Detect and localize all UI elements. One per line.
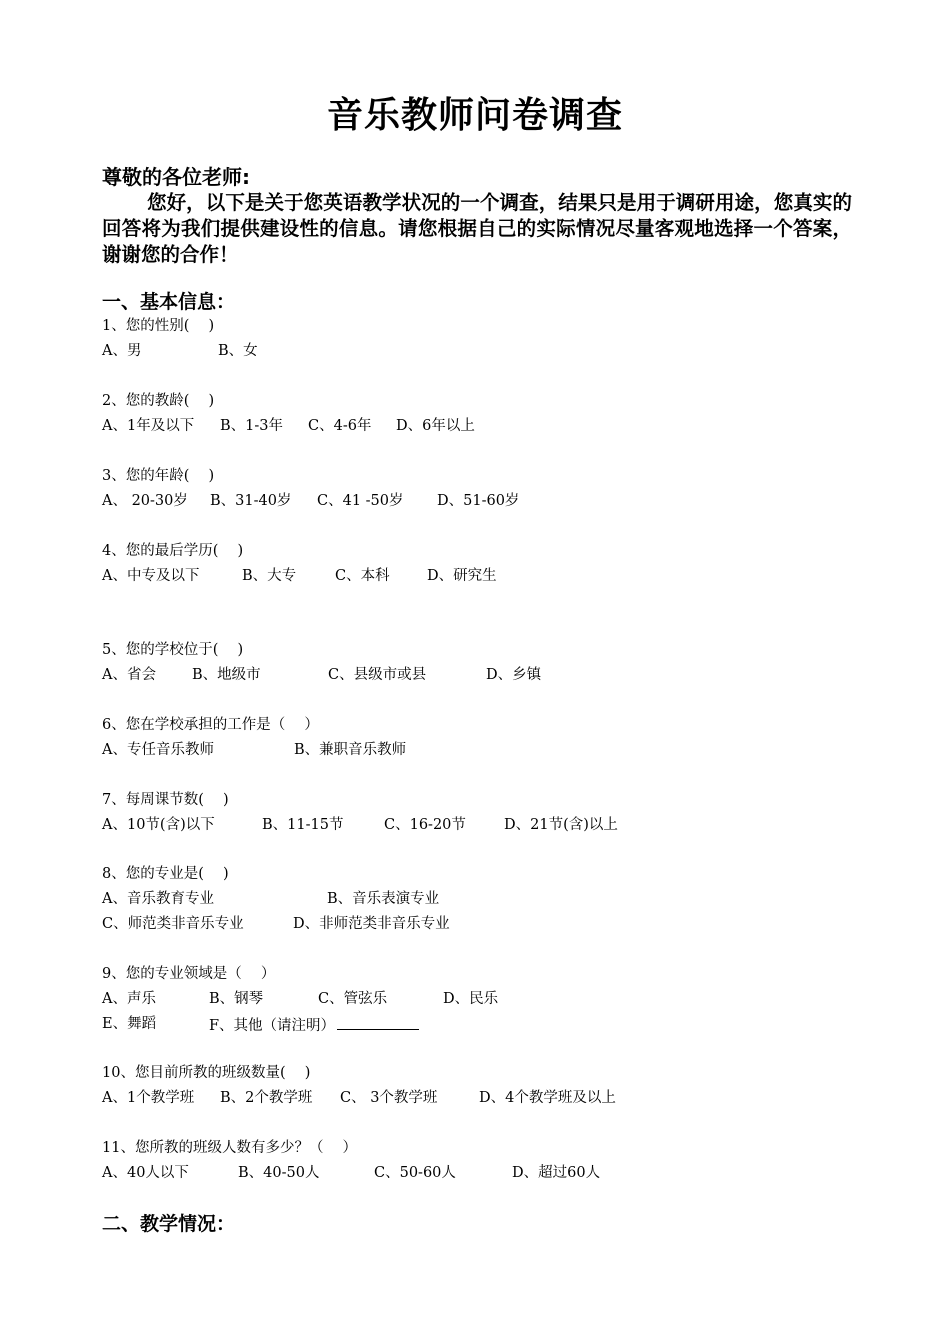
question-1: 1、您的性别( ) <box>102 318 215 334</box>
question-5: 5、您的学校位于( ) <box>102 642 244 658</box>
section-heading-teaching: 二、教学情况： <box>102 1213 236 1235</box>
option-11d[interactable]: D、超过60人 <box>512 1165 601 1181</box>
option-3a[interactable]: A、 20-30岁 <box>102 493 188 509</box>
option-9c[interactable]: C、管弦乐 <box>318 991 388 1007</box>
option-3c[interactable]: C、41 -50岁 <box>317 493 404 509</box>
option-8c[interactable]: C、师范类非音乐专业 <box>102 916 244 932</box>
option-11c[interactable]: C、50-60人 <box>374 1165 456 1181</box>
option-10c[interactable]: C、 3个教学班 <box>340 1090 438 1106</box>
question-6: 6、您在学校承担的工作是（ ） <box>102 717 319 733</box>
option-10b[interactable]: B、2个教学班 <box>220 1090 313 1106</box>
option-4a[interactable]: A、中专及以下 <box>102 568 200 584</box>
option-7a[interactable]: A、10节(含)以下 <box>102 817 215 833</box>
option-11b[interactable]: B、40-50人 <box>238 1165 320 1181</box>
question-7: 7、每周课节数( ) <box>102 792 229 808</box>
option-11a[interactable]: A、40人以下 <box>102 1165 189 1181</box>
option-9e[interactable]: E、舞蹈 <box>102 1016 157 1032</box>
option-4c[interactable]: C、本科 <box>335 568 390 584</box>
option-8b[interactable]: B、音乐表演专业 <box>327 891 440 907</box>
section-heading-basic-info: 一、基本信息： <box>102 291 236 313</box>
other-specify-blank[interactable] <box>337 1014 419 1030</box>
option-2a[interactable]: A、1年及以下 <box>102 418 195 434</box>
option-3b[interactable]: B、31-40岁 <box>210 493 292 509</box>
question-8: 8、您的专业是( ) <box>102 866 229 882</box>
option-7b[interactable]: B、11-15节 <box>262 817 344 833</box>
question-9: 9、您的专业领域是（ ） <box>102 966 276 982</box>
question-10: 10、您目前所教的班级数量( ) <box>102 1065 311 1081</box>
option-1a[interactable]: A、男 <box>102 343 142 359</box>
question-2: 2、您的教龄( ) <box>102 393 215 409</box>
intro-paragraph: 您好，以下是关于您英语教学状况的一个调查，结果只是用于调研用途，您真实的回答将为我们提供建设性的信息。请您根据自己的实际情况尽量客观地选择一个答案，谢谢您的合作！ <box>102 191 852 266</box>
question-4: 4、您的最后学历( ) <box>102 543 244 559</box>
document-title: 音乐教师问卷调查 <box>326 95 623 136</box>
question-11: 11、您所教的班级人数有多少？（ ） <box>102 1140 358 1156</box>
option-9d[interactable]: D、民乐 <box>443 991 499 1007</box>
option-8a[interactable]: A、音乐教育专业 <box>102 891 214 907</box>
option-5d[interactable]: D、乡镇 <box>486 667 542 683</box>
option-9f <box>209 1014 419 1036</box>
option-2b[interactable]: B、1-3年 <box>220 418 284 434</box>
option-6a[interactable]: A、专任音乐教师 <box>102 742 214 758</box>
option-5b[interactable]: B、地级市 <box>192 667 261 683</box>
option-9b[interactable]: B、钢琴 <box>209 991 264 1007</box>
option-3d[interactable]: D、51-60岁 <box>437 493 520 509</box>
option-6b[interactable]: B、兼职音乐教师 <box>294 742 407 758</box>
option-8d[interactable]: D、非师范类非音乐专业 <box>293 916 450 932</box>
option-5c[interactable]: C、县级市或县 <box>328 667 427 683</box>
option-10d[interactable]: D、4个教学班及以上 <box>479 1090 616 1106</box>
option-2d[interactable]: D、6年以上 <box>396 418 475 434</box>
greeting: 尊敬的各位老师: <box>102 165 250 189</box>
option-7d[interactable]: D、21节(含)以上 <box>504 817 618 833</box>
option-4b[interactable]: B、大专 <box>242 568 297 584</box>
option-4d[interactable]: D、研究生 <box>427 568 497 584</box>
option-7c[interactable]: C、16-20节 <box>384 817 466 833</box>
option-10a[interactable]: A、1个教学班 <box>102 1090 195 1106</box>
option-9f-label[interactable]: F、其他（请注明） <box>209 1018 336 1034</box>
option-2c[interactable]: C、4-6年 <box>308 418 372 434</box>
question-3: 3、您的年龄( ) <box>102 468 215 484</box>
option-9a[interactable]: A、声乐 <box>102 991 156 1007</box>
option-5a[interactable]: A、省会 <box>102 667 156 683</box>
option-1b[interactable]: B、女 <box>218 343 258 359</box>
